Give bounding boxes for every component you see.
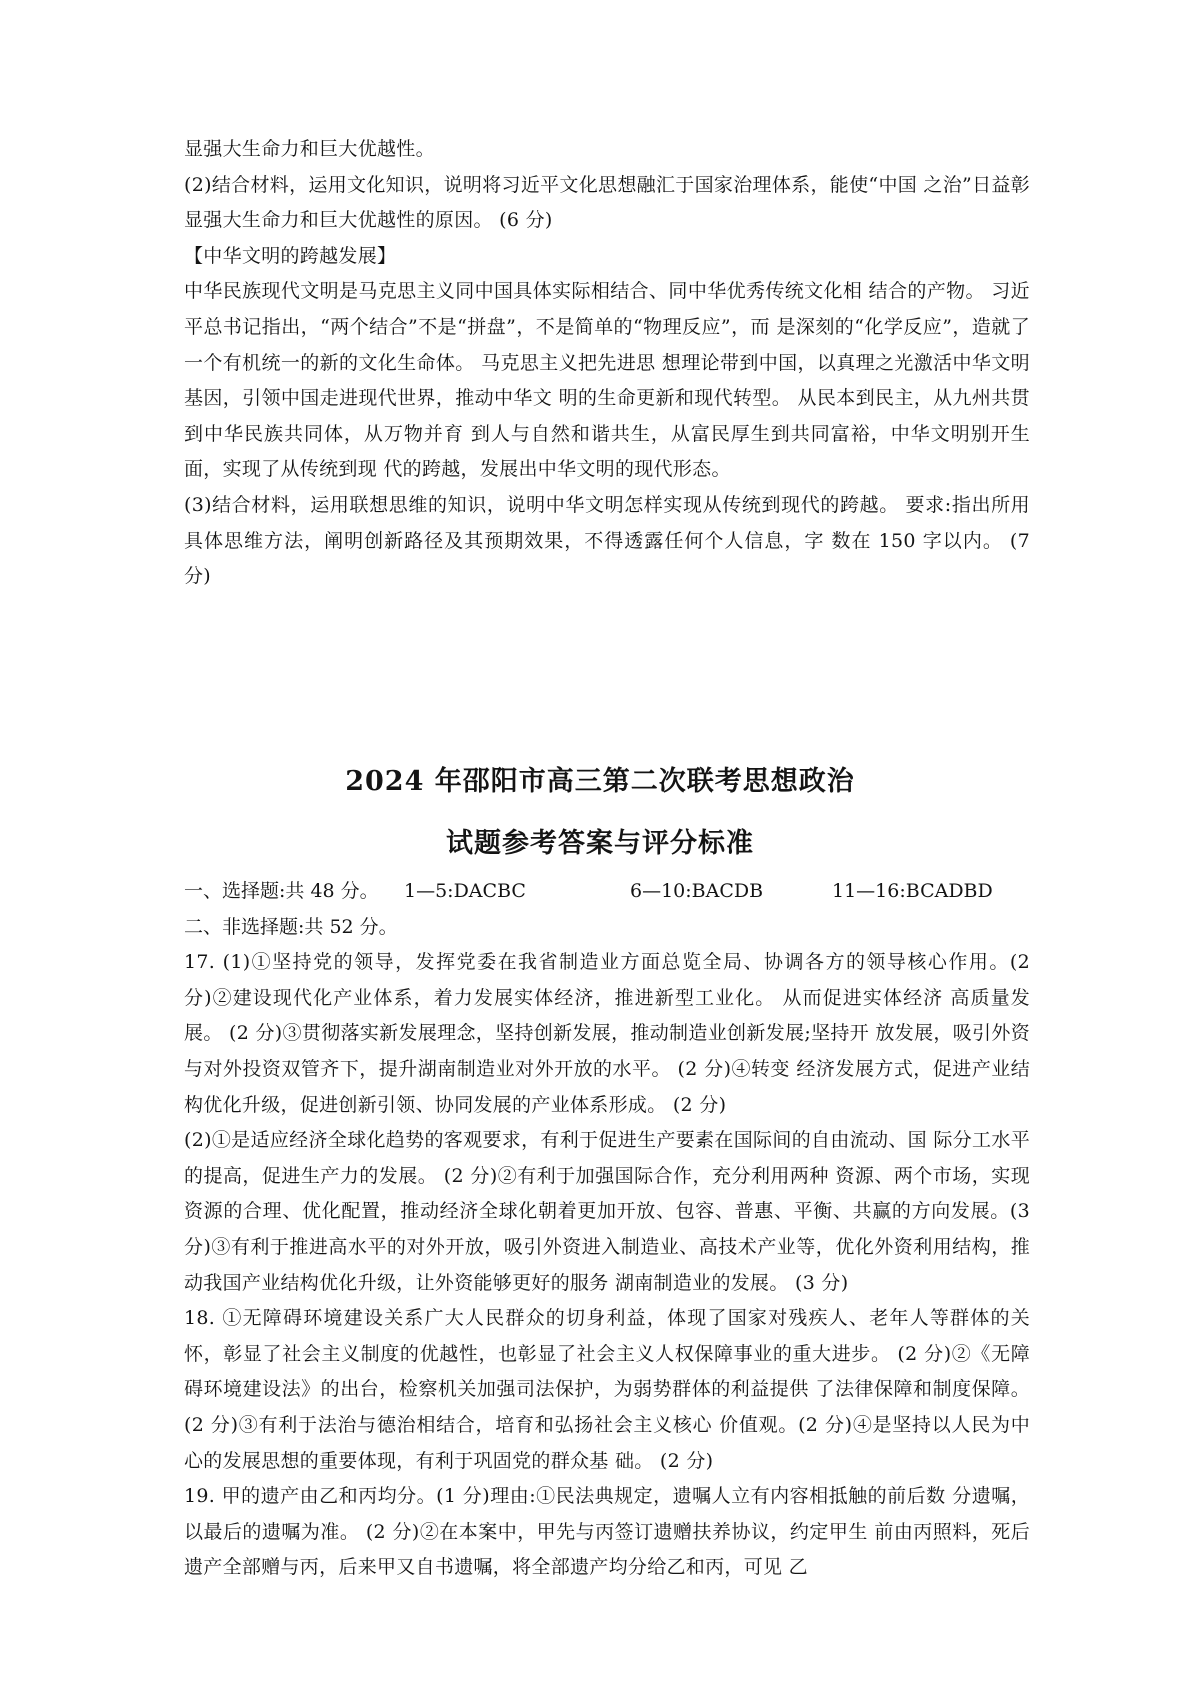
answer-17-2: (2)①是适应经济全球化趋势的客观要求，有利于促进生产要素在国际间的自由流动、国 际分工水平的提高，促进生产力的发展。 (2 分)②有利于加强国际合作，充分利用两种 资源、两个市场，实现资源的合理、优化配置，推动经济全球化朝着更加开放、包容、普惠、平衡、共赢的方向发展。(3 分)③有利于推进高水平的对外开放，吸引外资进入制造业、高技术产业等，优化外资利用结构，推动我国产业结构优化升级，让外资能够更好的服务 湖南制造业的发展。 (3 分) xyxy=(184,1129,1030,1294)
choice-answers-line xyxy=(184,874,1030,910)
question-3: (3)结合材料，运用联想思维的知识，说明中华文明怎样实现从传统到现代的跨越。 要求:指出所用具体思维方法，阐明创新路径及其预期效果，不得透露任何个人信息，字 数在 150 字以内。 (7 分) xyxy=(184,493,1030,588)
answer-18: 18. ①无障碍环境建设关系广大人民群众的切身利益，体现了国家对残疾人、老年人等群体的关怀，彰显了社会主义制度的优越性，也彰显了社会主义人权保障事业的重大进步。 (2 分)②《无障碍环境建设法》的出台，检察机关加强司法保护，为弱势群体的利益提供 了法律保障和制度保障。 (2 分)③有利于法治与德治相结合，培育和弘扬社会主义核心 价值观。(2 分)④是坚持以人民为中心的发展思想的重要体现，有利于巩固党的群众基 础。 (2 分) xyxy=(184,1307,1030,1472)
choice-answer: 6—10:BACDB xyxy=(630,880,764,902)
question-continuation xyxy=(184,132,1030,595)
choice-answer: 1—5:DACBC xyxy=(404,880,526,902)
answer-17-1: 17. (1)①坚持党的领导，发挥党委在我省制造业方面总览全局、协调各方的领导核心作用。(2 分)②建设现代化产业体系，着力发展实体经济，推进新型工业化。 从而促进实体经济 高质量发展。 (2 分)③贯彻落实新发展理念，坚持创新发展，推动制造业创新发展;坚持开 放发展，吸引外资与对外投资双管齐下，提升湖南制造业对外开放的水平。 (2 分)④转变 经济发展方式，促进产业结构优化升级，促进创新引领、协同发展的产业体系形成。 (2 分) xyxy=(184,951,1030,1116)
non-choice-label: 二、非选择题:共 52 分。 xyxy=(184,915,398,938)
paragraph: 显强大生命力和巨大优越性。 xyxy=(184,138,435,160)
answer-subtitle: 试题参考答案与评分标准 xyxy=(446,828,754,859)
material-paragraph: 中华民族现代文明是马克思主义同中国具体实际相结合、同中华优秀传统文化相 结合的产物。 习近平总书记指出，“两个结合”不是“拼盘”，不是简单的“物理反应”，而 是深刻的“化学反应”，造就了一个有机统一的新的文化生命体。 马克思主义把先进思 想理论带到中国，以真理之光激活中华文明基因，引领中国走进现代世界，推动中华文 明的生命更新和现代转型。 从民本到民主，从九州共贯到中华民族共同体，从万物并育 到人与自然和谐共生，从富民厚生到共同富裕，中华文明别开生面，实现了从传统到现 代的跨越，发展出中华文明的现代形态。 xyxy=(184,280,1030,481)
answer-19: 19. 甲的遗产由乙和丙均分。(1 分)理由:①民法典规定，遗嘱人立有内容相抵触的前后数 分遗嘱，以最后的遗嘱为准。 (2 分)②在本案中，甲先与丙签订遗赠扶养协议，约定甲生 前由丙照料，死后遗产全部赠与丙，后来甲又自书遗嘱，将全部遗产均分给乙和丙，可见 乙 xyxy=(184,1485,1030,1579)
section-heading: 【中华文明的跨越发展】 xyxy=(184,244,397,267)
choice-answer: 11—16:BCADBD xyxy=(832,880,993,902)
answer-key xyxy=(184,874,1030,1586)
question-2: (2)结合材料，运用文化知识，说明将习近平文化思想融汇于国家治理体系，能使“中国 之治”日益彰显强大生命力和巨大优越性的原因。 (6 分) xyxy=(184,173,1030,232)
answer-title: 2024 年邵阳市高三第二次联考思想政治 xyxy=(345,766,855,797)
choice-label: 一、选择题:共 48 分。 xyxy=(184,880,379,902)
